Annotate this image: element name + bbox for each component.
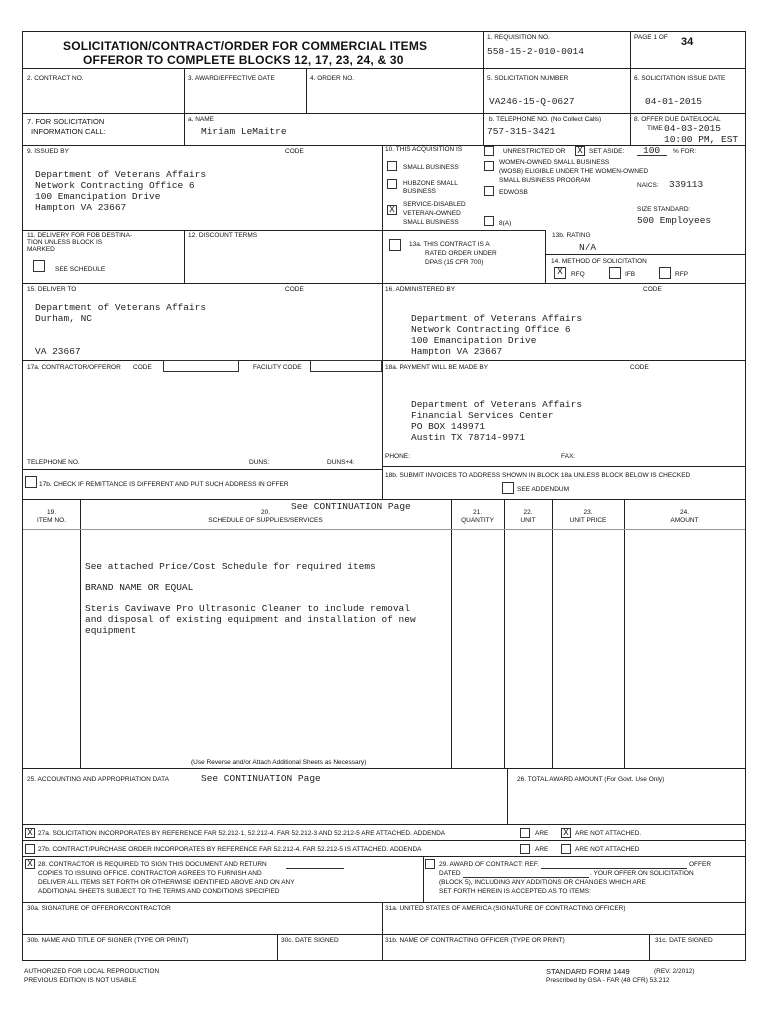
rule [184,68,185,113]
rated-order-label: 13a. THIS CONTRACT IS A [409,241,490,248]
set-aside-label: SET ASIDE: [589,148,625,155]
due-time-value: 10:00 PM, EST [664,134,739,145]
payment-line: PO BOX 149971 [411,421,486,432]
co-date-label: 31c. DATE SIGNED [655,937,713,944]
footer-prescribed: Prescribed by GSA - FAR (48 CFR) 53.212 [546,977,670,984]
due-date-value: 04-03-2015 [664,123,722,134]
rating-label: 13b. RATING [552,232,591,239]
schedule-line: equipment [85,625,137,636]
sdvosb-checkbox[interactable]: X [387,205,397,215]
set-aside-percent: 100 [643,145,661,156]
27a-label: 27a. SOLICITATION INCORPORATES BY REFERENCE FAR 52.212-1, 52.212-4. FAR 52.212-3 AND 52.212-5 ARE ATTACHED. ADDENDA [38,830,446,837]
see-addendum-label: SEE ADDENDUM [517,486,570,493]
footer-reproduction: AUTHORIZED FOR LOCAL REPRODUCTION [24,968,160,975]
set-aside-checkbox[interactable]: X [575,146,585,156]
27a-not-attached-label: ARE NOT ATTACHED. [575,830,642,837]
rule [451,499,452,768]
ifb-checkbox[interactable] [609,267,621,279]
issued-by-line: Network Contracting Office 6 [35,180,195,191]
naics-value: 339113 [669,179,704,190]
footer-form-name: STANDARD FORM 1449 [546,967,630,976]
size-standard-label: SIZE STANDARD: [637,206,691,213]
payment-fax-label: FAX: [561,453,576,460]
form-title: SOLICITATION/CONTRACT/ORDER FOR COMMERCIAL ITEMS [63,39,428,53]
edwosb-label: EDWOSB [499,189,528,196]
schedule-line: Steris Caviwave Pro Ultrasonic Cleaner to include removal [85,603,410,614]
administered-by-label: 16. ADMINISTERED BY [385,286,456,293]
award-date-label: 3. AWARD/EFFECTIVE DATE [188,75,275,82]
rule [23,902,745,903]
fob-label: 11. DELIVERY FOR FOB DESTINA- [27,232,133,239]
rule [382,145,383,499]
rule [23,230,382,231]
percent-for-label: % FOR: [673,148,697,155]
contractor-code-field[interactable] [163,360,239,372]
deliver-to-zip: VA 23667 [35,346,81,357]
col-unit-price-num: 23. [583,509,593,516]
27a-checkbox[interactable]: X [25,828,35,838]
page-label: PAGE 1 OF [634,34,668,41]
deliver-to-line: Durham, NC [35,313,93,324]
col-schedule-num: 20. [260,509,271,516]
29-dated-label: DATED [439,870,461,877]
col-unit-price: UNIT PRICE [569,517,607,524]
size-standard-value: 500 Employees [637,215,712,226]
hubzone-label: HUBZONE SMALL [403,180,458,187]
rfq-checkbox[interactable]: X [554,267,566,279]
administered-by-line: Network Contracting Office 6 [411,324,571,335]
col-item-no: ITEM NO. [37,517,66,524]
duns4-label: DUNS+4: [327,459,355,466]
col-amount-num: 24. [679,509,690,516]
28-line: ADDITIONAL SHEETS SUBJECT TO THE TERMS AND CONDITIONS SPECIFIED [38,888,280,895]
administered-by-code-label: CODE [643,286,662,293]
col-schedule: SCHEDULE OF SUPPLIES/SERVICES [208,517,323,524]
27b-label: 27b. CONTRACT/PURCHASE ORDER INCORPORATES BY REFERENCE FAR 52.212-4. FAR 52.212-5 IS ATTACHED. ADDENDA [38,846,422,853]
invoice-label: 18b. SUBMIT INVOICES TO ADDRESS SHOWN IN BLOCK 18a UNLESS BLOCK BELOW IS CHECKED [385,472,691,479]
administered-by-line: Department of Veterans Affairs [411,313,583,324]
rule [545,230,546,283]
issued-by-line: Department of Veterans Affairs [35,169,207,180]
remittance-label: 17b. CHECK IF REMITTANCE IS DIFFERENT AND PUT SUCH ADDRESS IN OFFER [39,481,289,488]
solicitation-no-label: 5. SOLICITATION NUMBER [487,75,569,82]
hubzone-checkbox[interactable] [387,179,397,189]
col-quantity-num: 21. [472,509,483,516]
rule [483,32,484,68]
fob-label-3: MARKED [27,246,55,253]
wosb-label-3: SMALL BUSINESS PROGRAM [499,177,591,184]
co-signature-label: 31a. UNITED STATES OF AMERICA (SIGNATURE OF CONTRACTING OFFICER) [385,905,626,912]
solicitation-no-value: VA246-15-Q-0627 [489,96,575,107]
see-addendum-checkbox[interactable] [502,482,514,494]
rule [23,145,745,146]
rfp-label: RFP [675,271,688,278]
payment-code-label: CODE [630,364,649,371]
col-unit-num: 22. [523,509,533,516]
due-date-label: 8. OFFER DUE DATE/LOCAL [634,116,721,123]
rule [23,768,745,769]
issue-date-value: 04-01-2015 [645,96,703,107]
rule [649,934,650,960]
29-your-offer: . YOUR OFFER ON SOLICITATION [590,870,694,877]
edwosb-checkbox[interactable] [484,186,494,196]
rule [23,283,745,284]
unrestricted-label: UNRESTRICTED OR [503,148,566,155]
deliver-to-code-label: CODE [285,286,304,293]
contract-no-label: 2. CONTRACT NO. [27,75,84,82]
accounting-label: 25. ACCOUNTING AND APPROPRIATION DATA [27,776,169,783]
payment-line: Austin TX 78714-9971 [411,432,526,443]
rule [23,824,745,825]
wosb-label: WOMEN-OWNED SMALL BUSINESS [499,159,610,166]
contractor-label: 17a. CONTRACTOR/OFFEROR [27,364,121,371]
requisition-label: 1. REQUISITION NO. [487,34,550,41]
payment-label: 18a. PAYMENT WILL BE MADE BY [385,364,489,371]
rule [23,499,745,500]
naics-label: NAICS: [637,182,659,189]
block7-label-2: INFORMATION CALL: [31,127,106,136]
facility-code-label: FACILITY CODE [253,364,302,371]
footer-revision: (REV. 2/2012) [654,968,695,975]
acquisition-label: 10. THIS ACQUISITION IS [385,146,463,153]
29-line: (BLOCK 5), INCLUDING ANY ADDITIONS OR CHANGES WHICH ARE [439,879,646,886]
col-amount: AMOUNT [670,517,699,524]
28-line: DELIVER ALL ITEMS SET FORTH OR OTHERWISE IDENTIFIED ABOVE AND ON ANY [38,879,295,886]
rule [23,934,745,935]
percent-underline [637,155,667,156]
form-subtitle: OFFEROR TO COMPLETE BLOCKS 12, 17, 23, 24, & 30 [83,53,404,67]
wosb-label-2: (WOSB) ELIGIBLE UNDER THE WOMEN-OWNED [499,168,649,175]
27b-not-attached-label: ARE NOT ATTACHED [575,846,640,853]
telephone-label: b. TELEPHONE NO. (No Collect Calls) [489,116,602,123]
28-checkbox[interactable]: X [25,859,35,869]
administered-by-line: Hampton VA 23667 [411,346,503,357]
ifb-label: IFB [625,271,636,278]
schedule-line: and disposal of existing equipment and installation of new [85,614,416,625]
rule [504,499,505,768]
wosb-checkbox[interactable] [484,161,494,171]
rated-order-checkbox[interactable] [389,239,401,251]
administered-by-line: 100 Emancipation Drive [411,335,537,346]
28-line: COPIES TO ISSUING OFFICE. CONTRACTOR AGREES TO FURNISH AND [38,870,262,877]
rated-order-label-3: DPAS (15 CFR 700) [425,259,484,266]
issued-by-line: 100 Emancipation Drive [35,191,161,202]
rule [552,499,553,768]
contractor-code-label: CODE [133,364,152,371]
rule [80,499,81,768]
rule [423,856,424,902]
solicitation-method-label: 14. METHOD OF SOLICITATION [551,258,647,265]
payment-line: Financial Services Center [411,410,554,421]
signer-name-label: 30b. NAME AND TITLE OF SIGNER (TYPE OR PRINT) [27,937,189,944]
dated-underline [463,877,589,878]
rule [23,360,745,361]
rule [483,68,484,145]
col-unit: UNIT [520,517,536,524]
8a-checkbox[interactable] [484,216,494,226]
footer-previous-edition: PREVIOUS EDITION IS NOT USABLE [24,977,137,984]
small-business-label: SMALL BUSINESS [403,164,459,171]
accounting-value: See CONTINUATION Page [201,773,321,784]
rule [545,254,745,255]
27b-are-label: ARE [535,846,549,853]
29-line: 29. AWARD OF CONTRACT: REF. [439,861,539,868]
contact-name: Miriam LeMaitre [201,126,287,137]
rule [507,768,508,824]
see-schedule-label: SEE SCHEDULE [55,266,106,273]
requisition-value: 558-15-2-010-0014 [487,46,584,57]
name-label: a. NAME [188,116,215,123]
offeror-signature-label: 30a. SIGNATURE OF OFFEROR/CONTRACTOR [27,905,171,912]
rule [184,113,185,145]
27b-not-attached-checkbox[interactable] [561,844,571,854]
issued-by-label: 9. ISSUED BY [27,148,69,155]
time-label: TIME [647,125,663,132]
telephone-value: 757-315-3421 [487,126,556,137]
27a-not-attached-checkbox[interactable]: X [561,828,571,838]
co-name-label: 31b. NAME OF CONTRACTING OFFICER (TYPE OR PRINT) [385,937,565,944]
rating-value: N/A [579,242,597,253]
duns-label: DUNS: [249,459,270,466]
sdvosb-label: SERVICE-DISABLED [403,201,466,208]
rule [23,840,745,841]
27b-are-checkbox[interactable] [520,844,530,854]
rule [624,499,625,768]
schedule-line: See attached Price/Cost Schedule for required items [85,561,376,572]
rule [23,469,382,470]
contractor-telephone-label: TELEPHONE NO. [27,459,80,466]
rule [23,856,745,857]
rule [382,230,545,231]
total-award-label: 26. TOTAL AWARD AMOUNT (For Govt. Use Only) [517,776,665,783]
rule [277,934,278,960]
issue-date-label: 6. SOLICITATION ISSUE DATE [634,75,726,82]
order-no-label: 4. ORDER NO. [310,75,355,82]
issued-by-line: Hampton VA 23667 [35,202,127,213]
rule [382,466,745,467]
sf1449-form [22,31,746,961]
rated-order-label-2: RATED ORDER UNDER [425,250,497,257]
rule [382,902,383,960]
remittance-checkbox[interactable] [25,476,37,488]
col-quantity: QUANTITY [461,517,494,524]
see-schedule-checkbox[interactable] [33,260,45,272]
schedule-footnote: (Use Reverse and/or Attach Additional Sheets as Necessary) [191,759,367,766]
27a-are-checkbox[interactable] [520,828,530,838]
29-checkbox[interactable] [425,859,435,869]
copies-underline [286,868,344,869]
29-line: SET FORTH HEREIN IS ACCEPTED AS TO ITEMS: [439,888,591,895]
deliver-to-label: 15. DELIVER TO [27,286,77,293]
rule [23,529,745,530]
27a-are-label: ARE [535,830,549,837]
page-count: 34 [681,36,694,48]
payment-line: Department of Veterans Affairs [411,399,583,410]
deliver-to-line: Department of Veterans Affairs [35,302,207,313]
ref-underline [541,868,687,869]
27b-checkbox[interactable] [25,844,35,854]
block7-label: 7. FOR SOLICITATION [27,117,105,126]
hubzone-label-2: BUSINESS [403,188,436,195]
unrestricted-checkbox[interactable] [484,146,494,156]
sdvosb-label-2: VETERAN-OWNED [403,210,461,217]
issued-by-code-label: CODE [285,148,304,155]
offeror-date-label: 30c. DATE SIGNED [281,937,339,944]
rfp-checkbox[interactable] [659,267,671,279]
schedule-line: BRAND NAME OR EQUAL [85,582,194,593]
rule [630,32,631,145]
8a-label: 8(A) [499,220,512,227]
29-offer-label: OFFER [689,861,712,868]
rule [306,68,307,113]
sdvosb-label-3: SMALL BUSINESS [403,219,459,226]
col-item-no-num: 19. [46,509,57,516]
rule [23,113,745,114]
small-business-checkbox[interactable] [387,161,397,171]
rfq-label: RFQ [571,271,585,278]
schedule-continuation-note: See CONTINUATION Page [291,501,411,512]
rule [23,68,745,69]
rule [184,230,185,283]
facility-code-field[interactable] [310,360,382,372]
payment-phone-label: PHONE: [385,453,410,460]
fob-label-2: TION UNLESS BLOCK IS [27,239,103,246]
discount-terms-label: 12. DISCOUNT TERMS [188,232,258,239]
28-line: 28. CONTRACTOR IS REQUIRED TO SIGN THIS DOCUMENT AND RETURN [38,861,267,868]
